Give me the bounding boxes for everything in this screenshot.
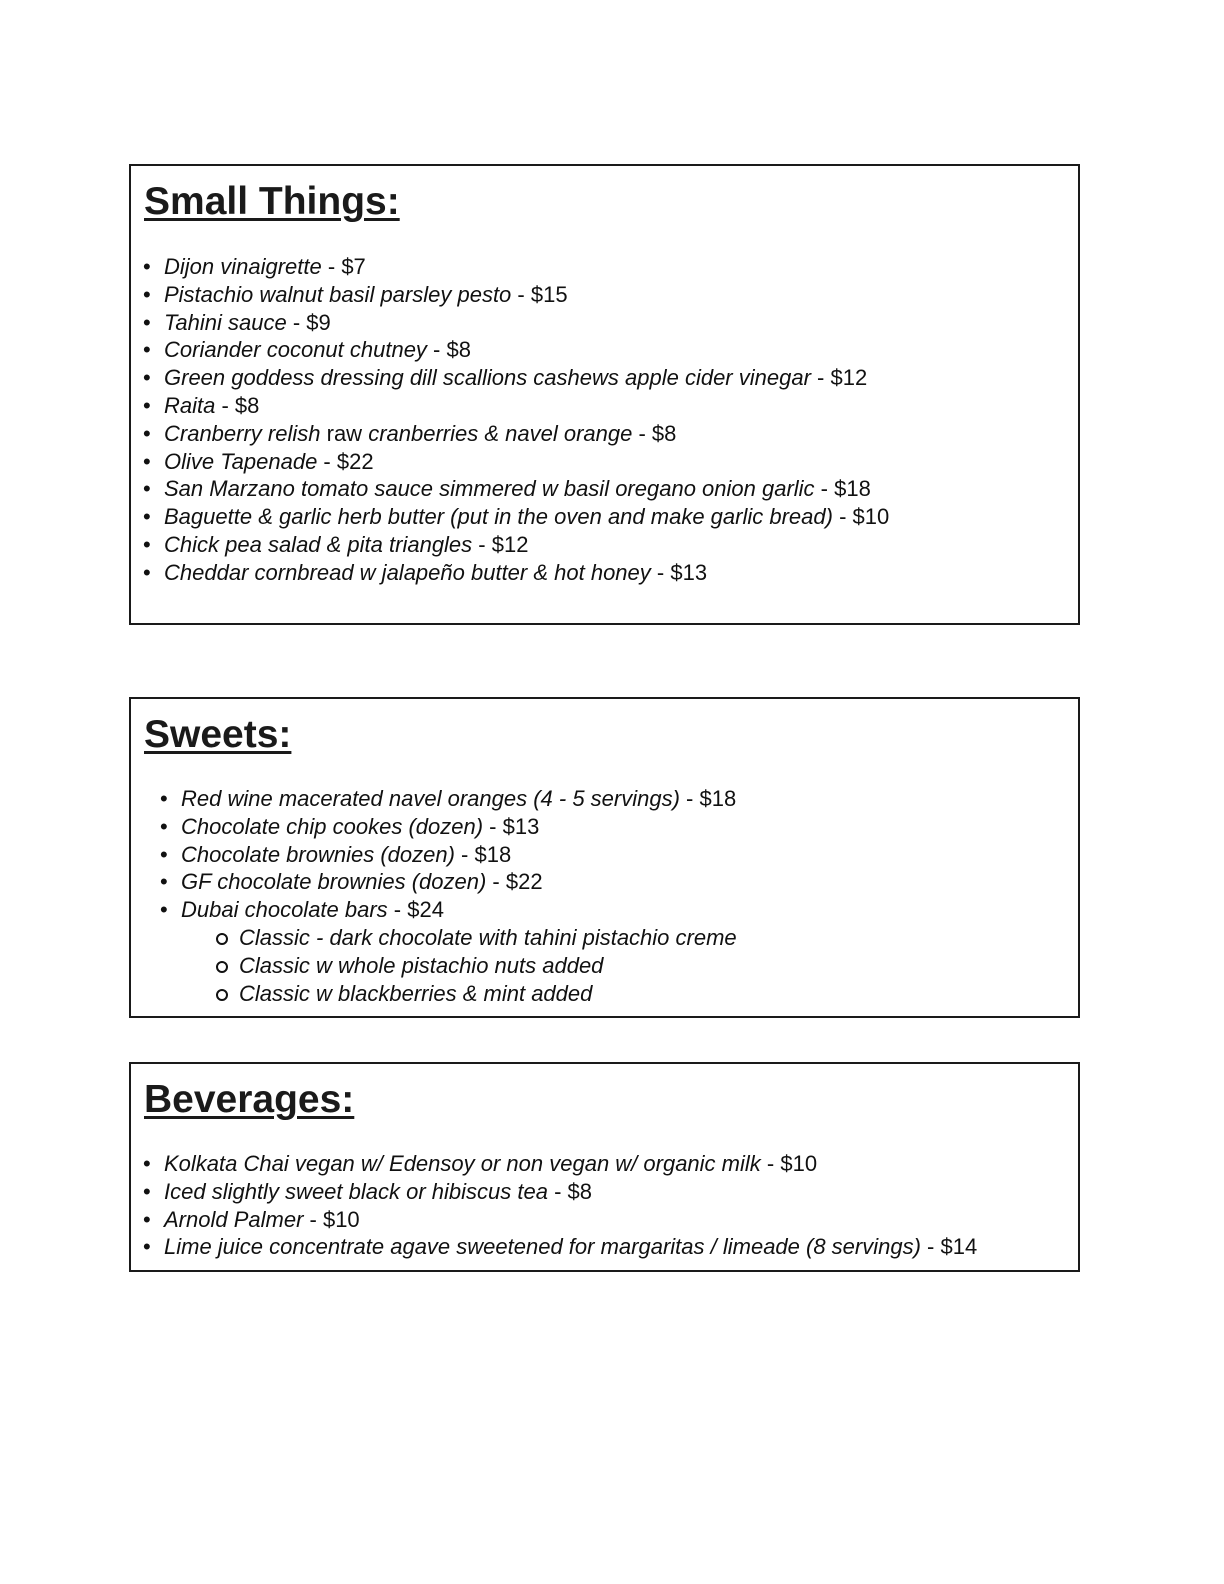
item-price: $8 [567,1178,593,1204]
list-item [143,448,889,476]
list-item [143,309,889,337]
item-price: $18 [699,786,737,811]
item-separator: - [321,254,342,279]
list-item [143,531,889,559]
item-name: Chocolate chip cookes (dozen) [181,813,484,839]
item-name: Olive Tapenade [164,448,318,474]
item-separator: - [454,841,475,867]
item-price: $18 [834,476,871,502]
item-name: Arnold Palmer [164,1206,304,1232]
list-item [143,559,889,587]
list-item [143,281,889,309]
list-item [143,475,889,503]
bullet-icon: • [143,476,151,502]
list-item [143,1206,977,1234]
bullet-icon: • [143,1206,151,1232]
item-price: $14 [940,1234,978,1260]
item-separator: - [810,365,831,391]
item-separator: - [920,1234,941,1260]
bullet-icon: • [143,559,151,585]
list-item [160,841,737,869]
list-item [143,392,889,420]
sub-list-item [181,952,737,980]
item-name: Tahini sauce [164,309,287,335]
item-name: Dubai chocolate bars [181,897,388,923]
bullet-icon: • [143,504,151,530]
item-name-continued: cranberries & navel orange [368,420,633,446]
item-separator: - [486,869,506,895]
item-price: $15 [530,281,568,307]
item-separator: - [286,309,307,335]
variant-name: Classic - dark chocolate with tahini pistachio creme [239,924,737,950]
bullet-icon: • [143,531,151,557]
small-things-heading: Small Things: [144,180,400,223]
item-separator: - [472,531,492,557]
hollow-circle-bullet-icon [216,961,228,973]
item-separator: - [760,1151,781,1176]
item-name: Cheddar cornbread w jalapeño butter & hot honey [164,559,651,585]
list-item [143,364,889,392]
beverages-list [143,1150,977,1261]
list-item [160,785,737,813]
item-price: $22 [505,869,543,895]
bullet-icon: • [160,813,168,839]
beverages-heading: Beverages: [144,1078,355,1121]
item-price: $12 [491,531,529,557]
sweets-section [129,697,1080,1018]
list-item [143,1150,977,1178]
hollow-circle-bullet-icon [216,933,228,945]
hollow-circle-bullet-icon [216,989,228,1001]
bullet-icon: • [143,365,151,391]
item-name: Chick pea salad & pita triangles [164,531,473,557]
item-price: $8 [651,420,677,446]
bullet-icon: • [143,1234,151,1260]
item-name: Coriander coconut chutney [164,337,427,363]
list-item [143,1233,977,1261]
item-price: $12 [830,365,868,391]
list-item [143,503,889,531]
item-price: $8 [234,392,260,418]
bullet-icon: • [160,841,168,867]
item-price: $10 [780,1151,818,1176]
item-name: GF chocolate brownies (dozen) [181,869,487,895]
item-separator: - [483,813,503,839]
list-item [160,896,737,1007]
variant-name: Classic w whole pistachio nuts added [239,952,604,978]
item-name: Kolkata Chai vegan w/ Edensoy or non vegan w/ organic milk [164,1151,761,1176]
item-price: $13 [670,559,708,585]
bullet-icon: • [143,420,151,446]
item-separator: - [387,897,408,923]
item-separator: - [832,504,853,530]
item-separator: - [814,476,835,502]
item-price: $13 [502,813,540,839]
list-item [143,336,889,364]
sweets-heading: Sweets: [144,713,292,756]
item-name: Iced slightly sweet black or hibiscus tea [164,1178,548,1204]
item-price: $24 [407,897,444,923]
item-separator: - [317,448,337,474]
sub-list-item [181,980,737,1008]
item-name: Lime juice concentrate agave sweetened for margaritas / limeade (8 servings) [164,1234,921,1260]
bullet-icon: • [160,786,168,811]
bullet-icon: • [160,869,168,895]
sweets-list [160,785,737,1007]
item-price: $9 [306,309,331,335]
bullet-icon: • [143,337,151,363]
list-item [143,253,889,281]
variant-name: Classic w blackberries & mint added [239,980,593,1006]
item-name: Dijon vinaigrette [164,254,322,279]
bullet-icon: • [143,254,151,279]
bullet-icon: • [143,309,151,335]
item-separator: - [650,559,671,585]
item-separator: - [511,281,531,307]
item-price: $18 [474,841,512,867]
item-separator: - [632,420,652,446]
item-separator: - [426,337,447,363]
item-name: Red wine macerated navel oranges (4 - 5 servings) [181,786,680,811]
bullet-icon: • [143,281,151,307]
item-name: San Marzano tomato sauce simmered w basil oregano onion garlic [164,476,815,502]
item-separator: - [215,392,235,418]
item-name: Raita [164,392,216,418]
item-name: Pistachio walnut basil parsley pesto [164,281,512,307]
list-item [143,420,889,448]
list-item [143,1178,977,1206]
item-name: Cranberry relish [164,420,321,446]
item-separator: - [303,1206,323,1232]
item-separator: - [679,786,700,811]
bullet-icon: • [160,897,168,923]
item-name: Green goddess dressing dill scallions cashews apple cider vinegar [164,365,811,391]
item-name-plain: raw [326,420,363,446]
item-price: $7 [341,254,366,279]
item-name: Chocolate brownies (dozen) [181,841,455,867]
beverages-section [129,1062,1080,1272]
bullet-icon: • [143,448,151,474]
item-price: $10 [852,504,890,530]
small-things-list [143,253,889,587]
item-price: $10 [322,1206,360,1232]
bullet-icon: • [143,392,151,418]
bullet-icon: • [143,1178,151,1204]
bullet-icon: • [143,1151,151,1176]
item-name: Baguette & garlic herb butter (put in the oven and make garlic bread) [164,504,833,530]
dubai-variants-list [181,924,737,1007]
item-separator: - [547,1178,568,1204]
sub-list-item [181,924,737,952]
small-things-section [129,164,1080,625]
item-price: $22 [336,448,374,474]
list-item [160,868,737,896]
item-price: $8 [446,337,471,363]
list-item [160,813,737,841]
